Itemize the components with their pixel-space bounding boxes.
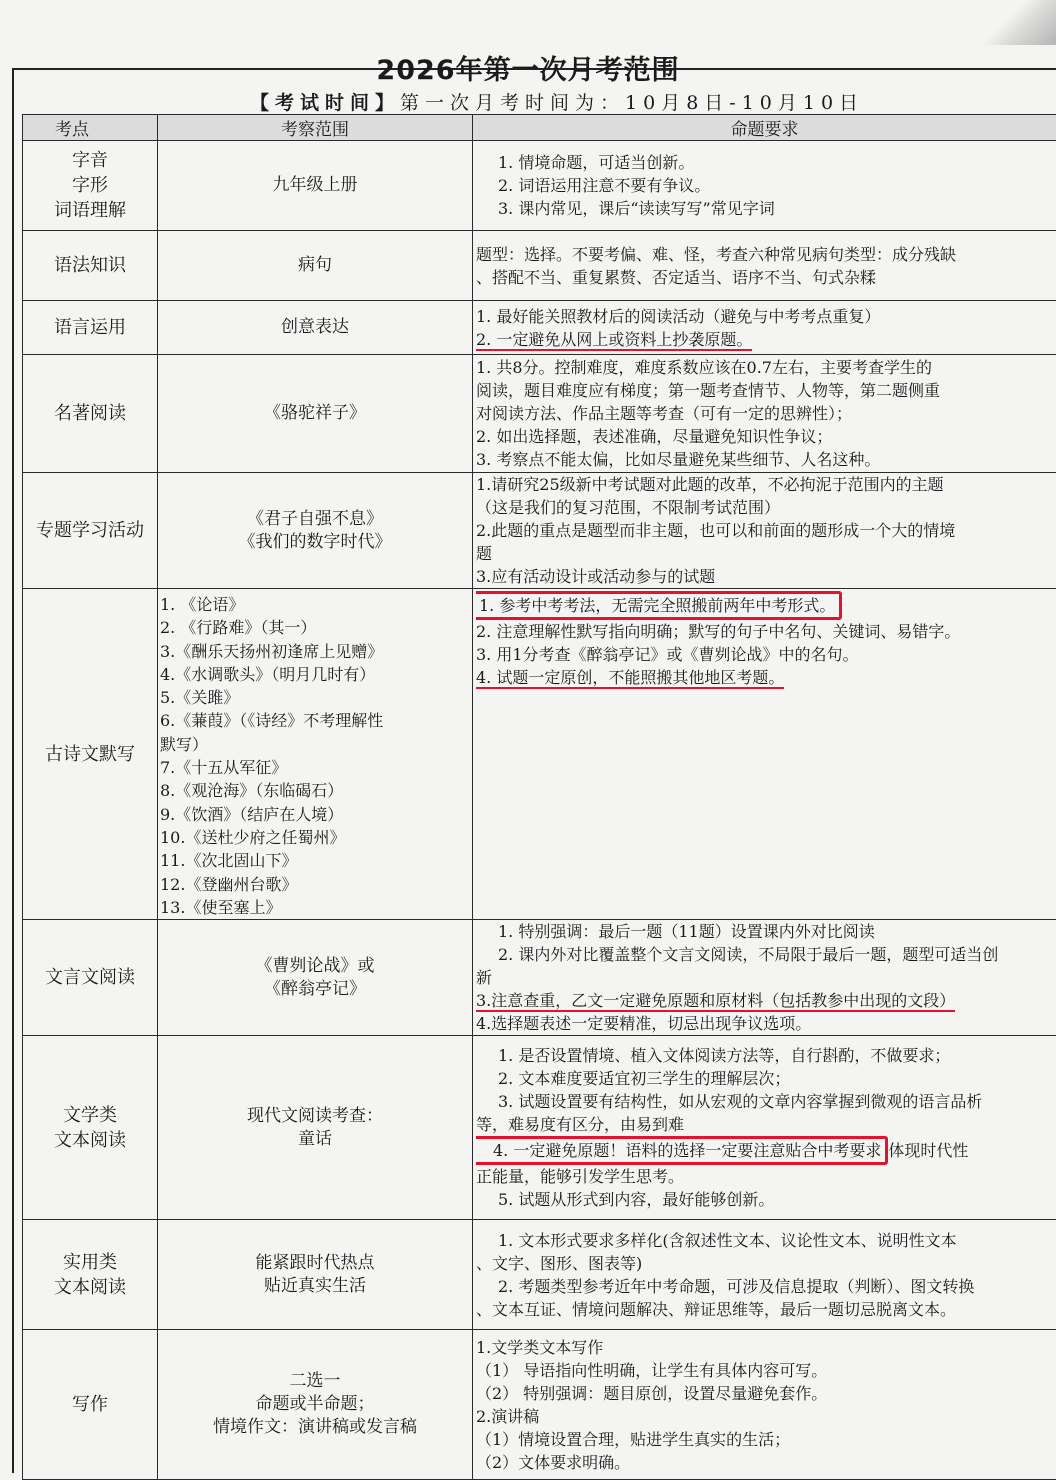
- text-line: 语法知识: [23, 253, 157, 278]
- table-row: [23, 1330, 1056, 1480]
- text-line: 《我们的数字时代》: [158, 531, 472, 554]
- table-row: [23, 473, 1056, 589]
- text-line: 默写）: [160, 733, 472, 756]
- requirements-cell: [473, 1330, 1056, 1480]
- topic-cell: [23, 473, 158, 589]
- text-line: 5. 试题从形式到内容，最好能够创新。: [476, 1188, 1056, 1211]
- text-line: 7.《十五从军征》: [160, 756, 472, 779]
- text-line: （1）情境设置合理，贴进学生真实的生活；: [476, 1428, 1056, 1451]
- text-line: 《醉翁亭记》: [158, 978, 472, 1001]
- text-line: 名著阅读: [23, 401, 157, 426]
- text-line: 2. 课内外对比覆盖整个文言文阅读，不局限于最后一题，题型可适当创: [476, 943, 1056, 966]
- text-line: 、搭配不当、重复累赘、否定适当、语序不当、句式杂糅: [476, 266, 1056, 289]
- text-line: 能紧跟时代热点: [158, 1252, 472, 1275]
- header-topic: 考点: [23, 115, 158, 141]
- text-line: 1.文学类文本写作: [476, 1336, 1056, 1359]
- text-line: 2. 如出选择题，表述准确，尽量避免知识性争议；: [476, 425, 1056, 448]
- text-line: 12.《登幽州台歌》: [160, 873, 472, 896]
- text-line: 2.演讲稿: [476, 1405, 1056, 1428]
- text-line: 对阅读方法、作品主题等考查（可有一定的思辨性）；: [476, 402, 1056, 425]
- text-line: 2. 词语运用注意不要有争议。: [476, 174, 1056, 197]
- text-line: 11.《次北固山下》: [160, 849, 472, 872]
- page-corner-shadow: [976, 0, 1056, 45]
- underlined-requirement: 2. 一定避免从网上或资料上抄袭原题。: [476, 330, 752, 351]
- topic-cell: [23, 141, 158, 231]
- text-line: 字音: [23, 148, 157, 173]
- text-line: 等，难易度有区分，由易到难: [476, 1113, 1056, 1136]
- text-line: 9.《饮酒》（结庐在人境）: [160, 803, 472, 826]
- text-line: 1. 文本形式要求多样化(含叙述性文本、议论性文本、说明性文本: [476, 1229, 1056, 1252]
- text-line: 题型：选择。不要考偏、难、怪，考查六种常见病句类型：成分残缺: [476, 243, 1056, 266]
- requirements-cell: [473, 301, 1056, 355]
- header-scope: 考察范围: [158, 115, 473, 141]
- scope-cell: [158, 141, 473, 231]
- text-line: 1. 《论语》: [160, 593, 472, 616]
- table-row: [23, 589, 1056, 920]
- scope-cell: [158, 473, 473, 589]
- scope-cell: [158, 231, 473, 301]
- requirements-cell: [473, 589, 1056, 920]
- text-line: 、文本互证、情境问题解决、辩证思维等，最后一题切忌脱离文本。: [476, 1298, 1056, 1321]
- requirements-cell: [473, 141, 1056, 231]
- exam-scope-table: [22, 114, 1056, 1480]
- highlighted-requirement: [476, 1136, 888, 1165]
- topic-cell: [23, 231, 158, 301]
- document-title: 2026年第一次月考范围: [0, 48, 1056, 87]
- table-row: [23, 141, 1056, 231]
- text-line: 新: [476, 966, 1056, 989]
- text-line: 3. 用1分考查《醉翁亭记》或《曹刿论战》中的名句。: [476, 643, 1056, 666]
- table-row: [23, 1220, 1056, 1330]
- text-line: 创意表达: [158, 316, 472, 339]
- text-line: 童话: [158, 1128, 472, 1151]
- text-line: 词语理解: [23, 198, 157, 223]
- text-line: （这是我们的复习范围，不限制考试范围）: [476, 496, 1056, 519]
- table-row: [23, 920, 1056, 1036]
- topic-cell: [23, 1036, 158, 1220]
- table-row: [23, 231, 1056, 301]
- text-line: 现代文阅读考查：: [158, 1105, 472, 1128]
- text-line: 专题学习活动: [23, 518, 157, 543]
- requirements-cell: [473, 920, 1056, 1036]
- text-line: 文本阅读: [23, 1275, 157, 1300]
- text-line: 贴近真实生活: [158, 1275, 472, 1298]
- text-line: 3.《酬乐天扬州初逢席上见赠》: [160, 640, 472, 663]
- scope-cell: [158, 1036, 473, 1220]
- text-line: 4.《水调歌头》（明月几时有）: [160, 663, 472, 686]
- text-line: 6.《蒹葭》（《诗经》不考理解性: [160, 709, 472, 732]
- text-line: 字形: [23, 173, 157, 198]
- scope-cell: [158, 1330, 473, 1480]
- text-line: 2. 考题类型参考近年中考命题，可涉及信息提取（判断）、图文转换: [476, 1275, 1056, 1298]
- text-line: 《曹刿论战》或: [158, 955, 472, 978]
- text-line: 2.此题的重点是题型而非主题，也可以和前面的题形成一个大的情境: [476, 519, 1056, 542]
- table-header-row: [23, 115, 1056, 141]
- requirements-cell: [473, 355, 1056, 473]
- text-line: 古诗文默写: [23, 742, 157, 767]
- text-line: 文学类: [23, 1103, 157, 1128]
- exam-time-label: 【考试时间】: [250, 92, 400, 114]
- topic-cell: [23, 355, 158, 473]
- text-line: 1. 最好能关照教材后的阅读活动（避免与中考考点重复）: [476, 305, 1056, 328]
- topic-cell: [23, 1220, 158, 1330]
- scope-cell: [158, 301, 473, 355]
- topic-cell: [23, 920, 158, 1036]
- scope-cell: [158, 1220, 473, 1330]
- scope-cell: [158, 920, 473, 1036]
- text-line: 二选一: [158, 1370, 472, 1393]
- requirements-cell: [473, 1220, 1056, 1330]
- text-line: 3. 考察点不能太偏，比如尽量避免某些细节、人名这种。: [476, 448, 1056, 471]
- topic-cell: [23, 589, 158, 920]
- text-line: 13.《使至塞上》: [160, 896, 472, 919]
- text-line: 正能量，能够引发学生思考。: [476, 1165, 1056, 1188]
- text-line: 4. 一定避免原题！语料的选择一定要注意贴合中考要求: [479, 1141, 881, 1160]
- text-line: 2. 文本难度要适宜初三学生的理解层次；: [476, 1067, 1056, 1090]
- text-line: 语言运用: [23, 315, 157, 340]
- text-line: 实用类: [23, 1250, 157, 1275]
- table-row: [23, 301, 1056, 355]
- text-line: 3.应有活动设计或活动参与的试题: [476, 565, 1056, 588]
- scope-cell: [158, 355, 473, 473]
- text-line: 1.请研究25级新中考试题对此题的改革，不必拘泥于范围内的主题: [476, 473, 1056, 496]
- requirements-cell: [473, 1036, 1056, 1220]
- topic-cell: [23, 301, 158, 355]
- text-line: 1. 特别强调：最后一题（11题）设置课内外对比阅读: [476, 920, 1056, 943]
- table-row: [23, 1036, 1056, 1220]
- text-line: 文本阅读: [23, 1128, 157, 1153]
- text-line: 、文字、图形、图表等): [476, 1252, 1056, 1275]
- text-line: 1. 共8分。控制难度，难度系数应该在0.7左右，主要考查学生的: [476, 356, 1056, 379]
- text-line: （2）文体要求明确。: [476, 1451, 1056, 1474]
- text-line: 命题或半命题；: [158, 1393, 472, 1416]
- text-line: 写作: [23, 1392, 157, 1417]
- text-line: 情境作文：演讲稿或发言稿: [158, 1416, 472, 1439]
- text-line: 5.《关雎》: [160, 686, 472, 709]
- text-line: 体现时代性: [888, 1141, 968, 1160]
- text-line: 《君子自强不息》: [158, 508, 472, 531]
- text-line: （2） 特别强调：题目原创，设置尽量避免套作。: [476, 1382, 1056, 1405]
- underlined-requirement: 4. 试题一定原创，不能照搬其他地区考题。: [476, 668, 784, 689]
- text-line: 1. 情境命题，可适当创新。: [476, 151, 1056, 174]
- text-line: 1. 是否设置情境、植入文体阅读方法等，自行斟酌，不做要求；: [476, 1044, 1056, 1067]
- topic-cell: [23, 1330, 158, 1480]
- text-line: 2. 《行路难》（其一）: [160, 616, 472, 639]
- text-line: 4.选择题表述一定要精准，切忌出现争议选项。: [476, 1012, 1056, 1035]
- exam-time-line: [250, 88, 864, 115]
- table-row: [23, 355, 1056, 473]
- text-line: 10.《送杜少府之任蜀州》: [160, 826, 472, 849]
- text-line: 文言文阅读: [23, 965, 157, 990]
- exam-time-text: 第一次月考时间为：10月8日-10月10日: [400, 92, 864, 114]
- text-line: 病句: [158, 254, 472, 277]
- highlighted-requirement: 1. 参考中考考法，无需完全照搬前两年中考形式。: [476, 591, 842, 620]
- header-requirements: 命题要求: [473, 115, 1056, 141]
- requirements-cell: [473, 473, 1056, 589]
- text-line: （1） 导语指向性明确，让学生有具体内容可写。: [476, 1359, 1056, 1382]
- text-line: 8.《观沧海》（东临碣石）: [160, 779, 472, 802]
- requirements-cell: [473, 231, 1056, 301]
- text-line: 九年级上册: [158, 174, 472, 197]
- text-line: 《骆驼祥子》: [158, 402, 472, 425]
- text-line: 2. 注意理解性默写指向明确；默写的句子中名句、关键词、易错字。: [476, 620, 1056, 643]
- text-line: 阅读，题目难度应有梯度；第一题考查情节、人物等，第二题侧重: [476, 379, 1056, 402]
- text-line: 题: [476, 542, 1056, 565]
- text-line: 3. 试题设置要有结构性，如从宏观的文章内容掌握到微观的语言品析: [476, 1090, 1056, 1113]
- underlined-requirement: 3.注意查重，乙文一定避免原题和原材料（包括教参中出现的文段）: [476, 991, 955, 1012]
- text-line: 3. 课内常见，课后“读读写写”常见字词: [476, 197, 1056, 220]
- scope-cell: [158, 589, 473, 920]
